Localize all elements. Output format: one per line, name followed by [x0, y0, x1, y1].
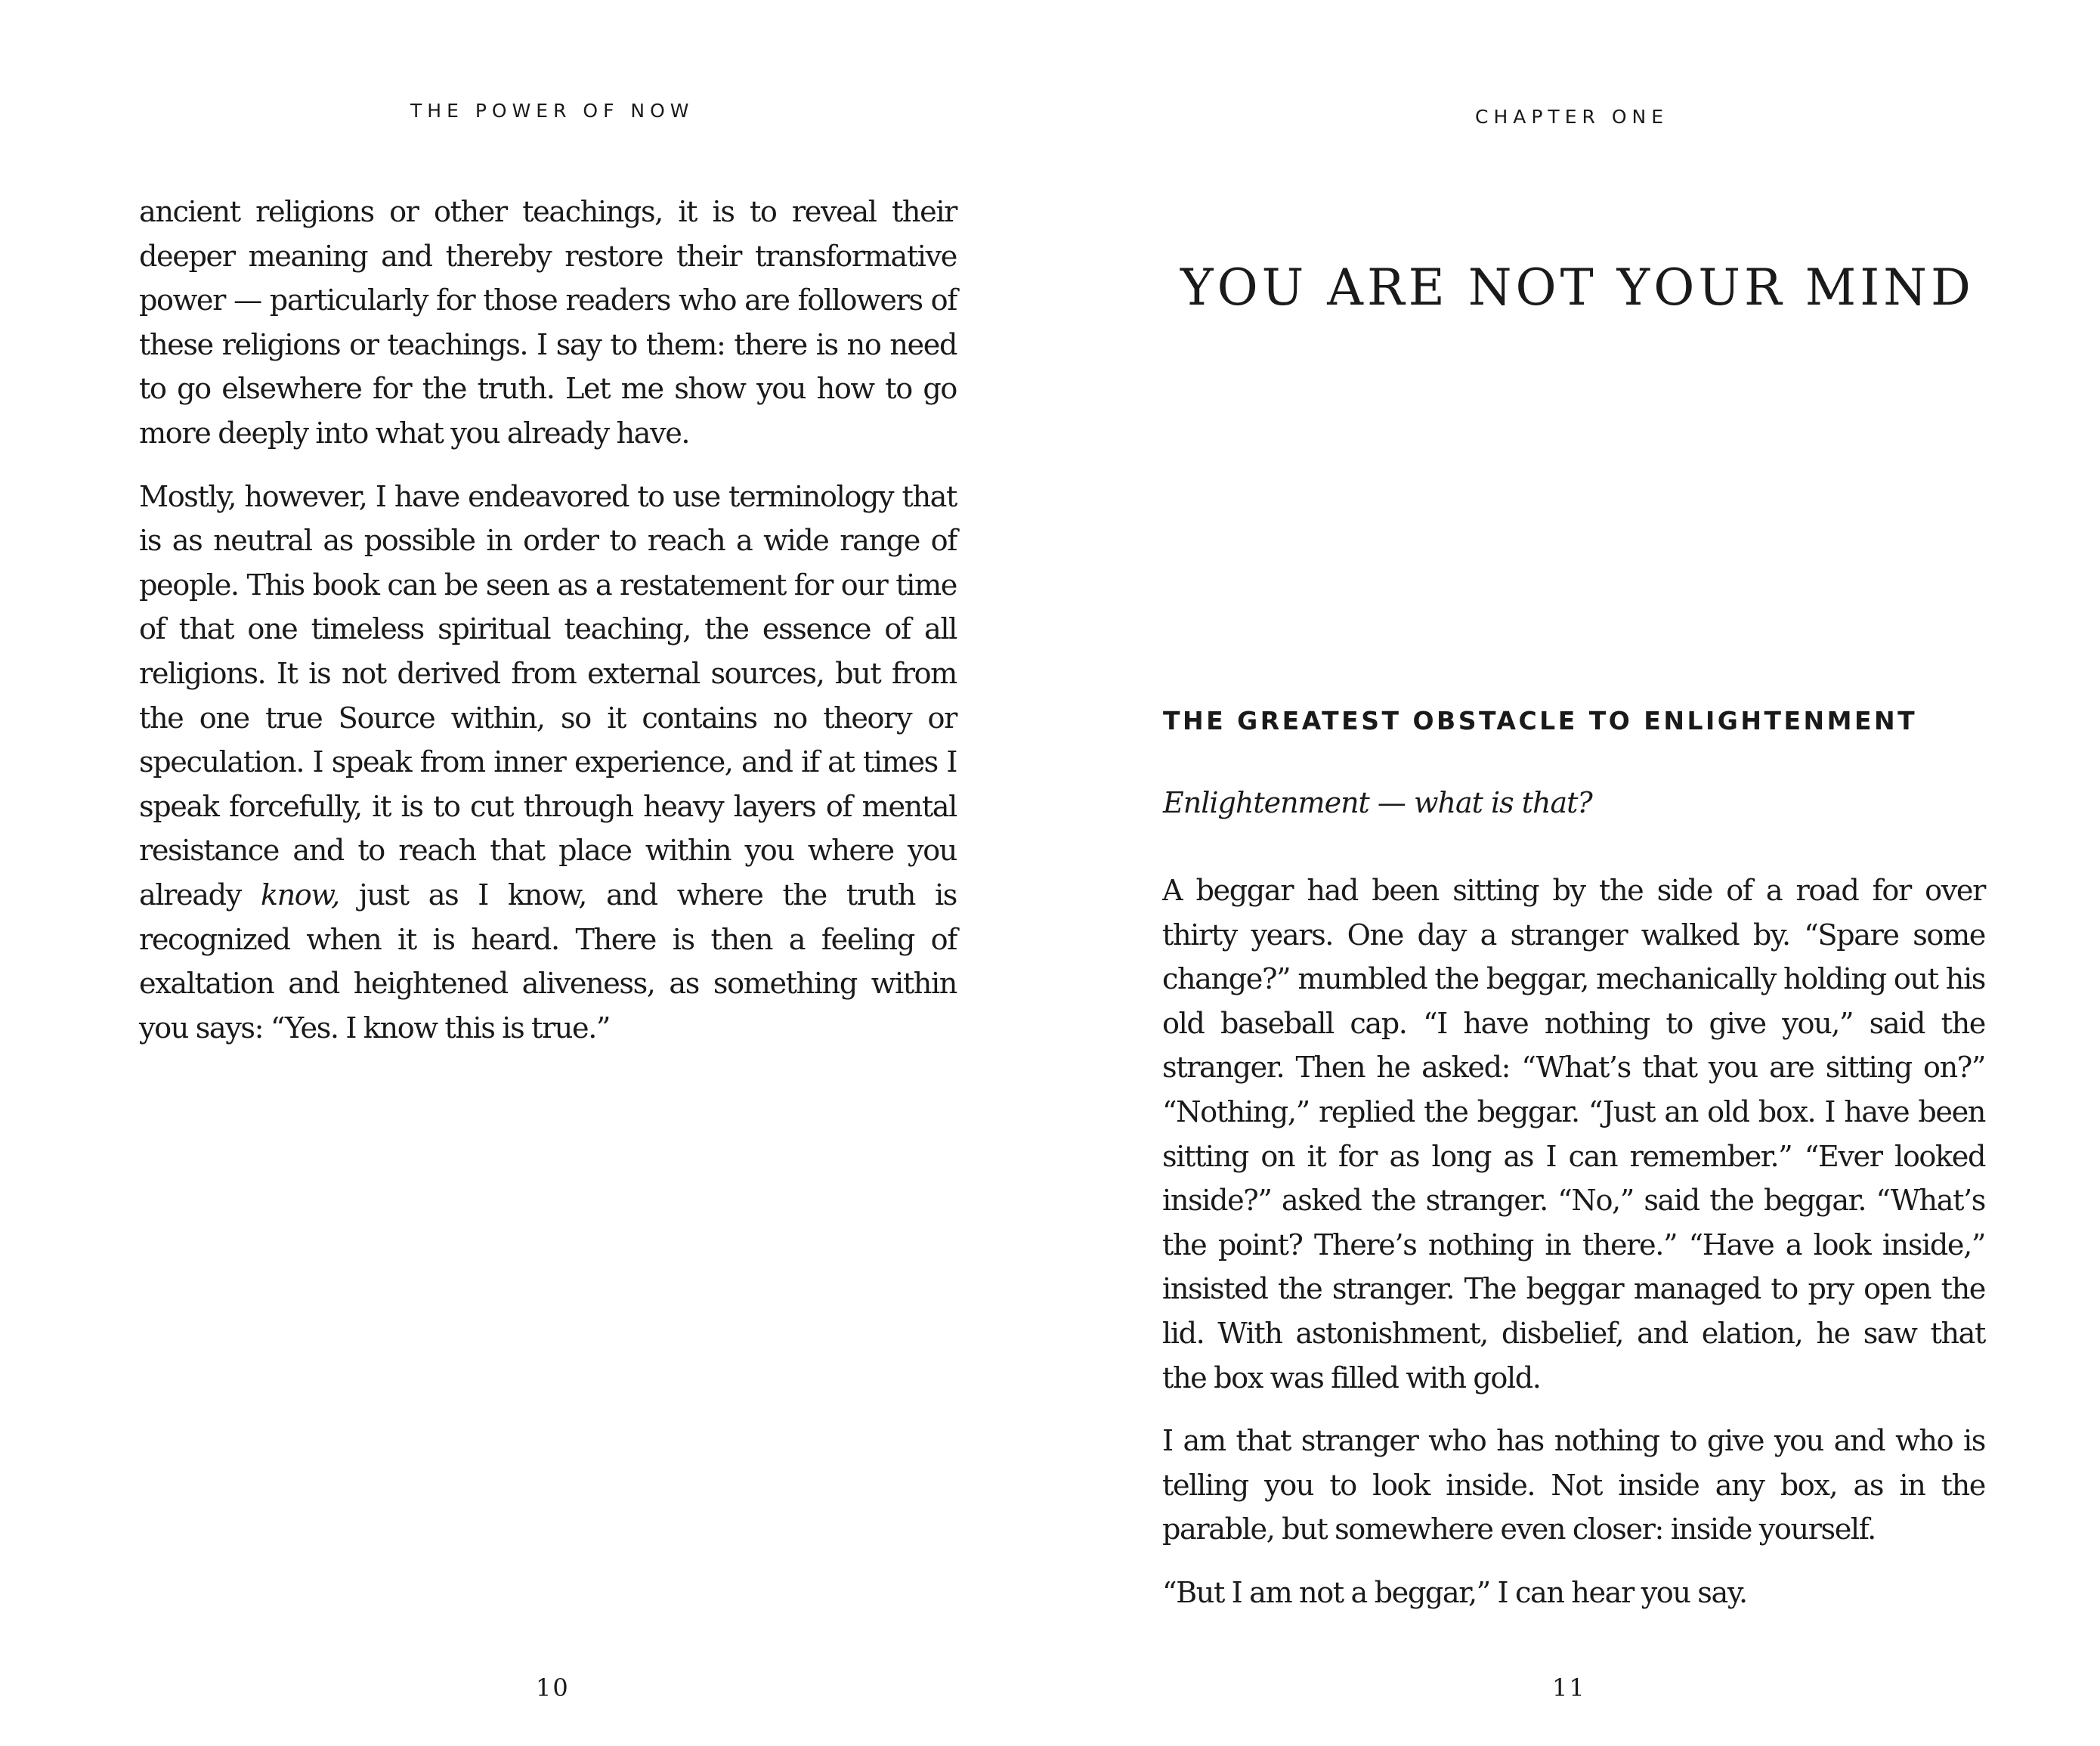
left-paragraph-1: ancient religions or other teachings, it is to reveal their deeper meaning and thereby restore their transformative power — particularly for those readers who are followers of these religions or teachings. I say to them: there is no need to go elsewhere for the truth. Let me show you how to go more deeply into what you already have. — [139, 196, 957, 450]
left-paragraph-2-text-a: Mostly, however, I have endeavored to use terminology that is as neutral as possible in order to reach a wide range of people. This book can be seen as a restatement for our time of that one timeless spiritual teaching, the essence of all religions. It is not derived from external sources, but from the one true Source within, so it contains no theory or speculation. I speak from inner experience, and if at times I speak forcefully, it is to cut through heavy layers of mental resistance and to reach that place within you where you already — [139, 480, 957, 912]
left-paragraph-2 — [139, 475, 957, 1051]
left-paragraph-2-italic-word: know, — [260, 878, 339, 912]
section-question: Enlightenment — what is that? — [1163, 786, 1592, 819]
right-page — [1050, 0, 2100, 1746]
left-page-body — [139, 190, 957, 1070]
running-head-book-title: THE POWER OF NOW — [410, 100, 694, 122]
chapter-title: YOU ARE NOT YOUR MIND — [1180, 258, 1975, 317]
running-head-chapter: CHAPTER ONE — [1475, 106, 1669, 128]
right-paragraph-2: I am that stranger who has nothing to give you and who is telling you to look inside. Not inside any box, as in the parable, but somewhere even closer: inside yourself. — [1162, 1425, 1985, 1547]
left-paragraph-2-text-b: just as I know, and where the truth is recognized when it is heard. There is then a feeling of exaltation and heightened aliveness, as something within you says: “Yes. I know this is true.” — [139, 878, 957, 1045]
right-paragraph-1: A beggar had been sitting by the side of a road for over thirty years. One day a stranger walked by. “Spare some change?” mumbled the beggar, mechanically holding out his old baseball cap. “I have nothing to give you,” said the stranger. Then he asked: “What’s that you are sitting on?” “Nothing,” replied the beggar. “Just an old box. I have been sitting on it for as long as I can remember.” “Ever looked inside?” asked the stranger. “No,” said the beggar. “What’s the point? There’s nothing in there.” “Have a look inside,” insisted the stranger. The beggar managed to pry open the lid. With astonishment, disbelief, and elation, he saw that the box was filled with gold. — [1162, 875, 1985, 1395]
right-paragraph-3: “But I am not a beggar,” I can hear you say. — [1162, 1576, 1747, 1610]
page-number-right: 11 — [1552, 1673, 1586, 1702]
right-page-body — [1162, 869, 1985, 1635]
page-number-left: 10 — [536, 1673, 570, 1702]
section-heading: THE GREATEST OBSTACLE TO ENLIGHTENMENT — [1163, 706, 1918, 735]
